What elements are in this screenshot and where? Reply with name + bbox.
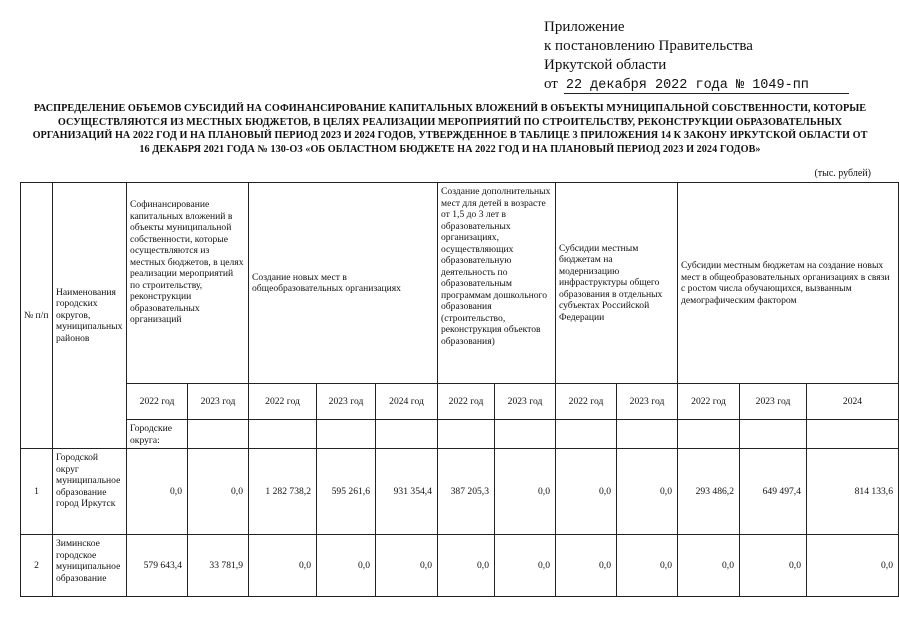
appendix-line-2: к постановлению Правительства xyxy=(544,38,753,54)
year-header: 2022 год xyxy=(438,384,495,420)
value-cell: 579 643,4 xyxy=(127,535,188,597)
row-number: 1 xyxy=(21,449,53,535)
municipality-name: Зиминское городское муниципальное образование xyxy=(53,535,127,597)
units-label: (тыс. рублей) xyxy=(814,168,871,179)
header-demographic: Субсидии местным бюджетам на создание новых мест в общеобразовательных организациях в связи с ростом числа обучающихся, вызванным демографическим фактором xyxy=(678,183,899,384)
resolution-date: 22 декабря 2022 года № 1049-пп xyxy=(564,78,849,94)
header-preschool-places: Создание дополнительных мест для детей в возрасте от 1,5 до 3 лет в образовательных организациях, осуществляющих образовательную деятельность по образовательным программам дошкольного образования (строительство, реконструкция объектов образования) xyxy=(438,183,556,384)
value-cell: 0,0 xyxy=(249,535,317,597)
header-cofinancing: Софинансирование капитальных вложений в объекты муниципальной собственности, которые осуществляются из местных бюджетов, в целях реализации мероприятий по строительству, реконструкции образовательных организаций xyxy=(127,183,249,384)
year-header: 2023 год xyxy=(495,384,556,420)
value-cell: 595 261,6 xyxy=(317,449,376,535)
value-cell: 0,0 xyxy=(556,535,617,597)
subsidy-table xyxy=(20,182,899,597)
appendix-line-3: Иркутской области xyxy=(544,57,667,73)
empty-cell xyxy=(807,420,899,449)
value-cell: 293 486,2 xyxy=(678,449,740,535)
header-modernization: Субсидии местным бюджетам на модернизацию инфраструктуры общего образования в отдельных субъектах Российской Федерации xyxy=(556,183,678,384)
appendix-date-line xyxy=(544,75,849,94)
table-row xyxy=(21,535,899,597)
empty-cell xyxy=(317,420,376,449)
year-header: 2022 год xyxy=(678,384,740,420)
year-header: 2022 год xyxy=(249,384,317,420)
value-cell: 0,0 xyxy=(188,449,249,535)
empty-cell xyxy=(617,420,678,449)
year-header: 2022 год xyxy=(556,384,617,420)
value-cell: 0,0 xyxy=(556,449,617,535)
header-num: № п/п xyxy=(21,183,53,449)
empty-cell xyxy=(740,420,807,449)
value-cell: 649 497,4 xyxy=(740,449,807,535)
value-cell: 0,0 xyxy=(617,449,678,535)
empty-cell xyxy=(376,420,438,449)
value-cell: 814 133,6 xyxy=(807,449,899,535)
year-header: 2023 год xyxy=(617,384,678,420)
year-header: 2023 год xyxy=(188,384,249,420)
empty-cell xyxy=(556,420,617,449)
row-number: 2 xyxy=(21,535,53,597)
municipality-name: Городской округ муниципальное образование город Иркутск xyxy=(53,449,127,535)
header-row xyxy=(21,183,899,384)
empty-cell xyxy=(678,420,740,449)
empty-cell xyxy=(188,420,249,449)
value-cell: 33 781,9 xyxy=(188,535,249,597)
value-cell: 931 354,4 xyxy=(376,449,438,535)
header-name: Наименования городских округов, муниципальных районов xyxy=(53,183,127,449)
value-cell: 0,0 xyxy=(740,535,807,597)
value-cell: 0,0 xyxy=(376,535,438,597)
value-cell: 387 205,3 xyxy=(438,449,495,535)
value-cell: 0,0 xyxy=(495,449,556,535)
empty-cell xyxy=(495,420,556,449)
header-new-places: Создание новых мест в общеобразовательных организациях xyxy=(249,183,438,384)
appendix-line-1: Приложение xyxy=(544,19,625,35)
value-cell: 0,0 xyxy=(127,449,188,535)
appendix-block xyxy=(544,18,849,94)
year-header: 2024 xyxy=(807,384,899,420)
years-row xyxy=(21,384,899,420)
table-row xyxy=(21,449,899,535)
section-row xyxy=(21,420,899,449)
value-cell: 0,0 xyxy=(438,535,495,597)
section-label: Городские округа: xyxy=(127,420,188,449)
year-header: 2022 год xyxy=(127,384,188,420)
value-cell: 0,0 xyxy=(317,535,376,597)
value-cell: 0,0 xyxy=(807,535,899,597)
year-header: 2023 год xyxy=(317,384,376,420)
date-prefix: от xyxy=(544,76,558,92)
empty-cell xyxy=(438,420,495,449)
value-cell: 0,0 xyxy=(678,535,740,597)
value-cell: 1 282 738,2 xyxy=(249,449,317,535)
empty-cell xyxy=(249,420,317,449)
year-header: 2023 год xyxy=(740,384,807,420)
value-cell: 0,0 xyxy=(495,535,556,597)
document-title: РАСПРЕДЕЛЕНИЕ ОБЪЕМОВ СУБСИДИЙ НА СОФИНАНСИРОВАНИЕ КАПИТАЛЬНЫХ ВЛОЖЕНИЙ В ОБЪЕКТЫ МУНИЦИПАЛЬНОЙ СОБСТВЕННОСТИ, КОТОРЫЕ ОСУЩЕСТВЛЯЮТСЯ ИЗ МЕСТНЫХ БЮДЖЕТОВ, В ЦЕЛЯХ РЕАЛИЗАЦИИ МЕРОПРИЯТИЙ ПО СТРОИТЕЛЬСТВУ, РЕКОНСТРУКЦИИ ОБРАЗОВАТЕЛЬНЫХ ОРГАНИЗАЦИЙ НА 2022 ГОД И НА ПЛАНОВЫЙ ПЕРИОД 2023 И 2024 ГОДОВ, УТВЕРЖДЕННОЕ В ТАБЛИЦЕ 3 ПРИЛОЖЕНИЯ 14 К ЗАКОНУ ИРКУТСКОЙ ОБЛАСТИ ОТ 16 ДЕКАБРЯ 2021 ГОДА № 130-ОЗ «ОБ ОБЛАСТНОМ БЮДЖЕТЕ НА 2022 ГОД И НА ПЛАНОВЫЙ ПЕРИОД 2023 И 2024 ГОДОВ» xyxy=(32,103,868,155)
value-cell: 0,0 xyxy=(617,535,678,597)
year-header: 2024 год xyxy=(376,384,438,420)
